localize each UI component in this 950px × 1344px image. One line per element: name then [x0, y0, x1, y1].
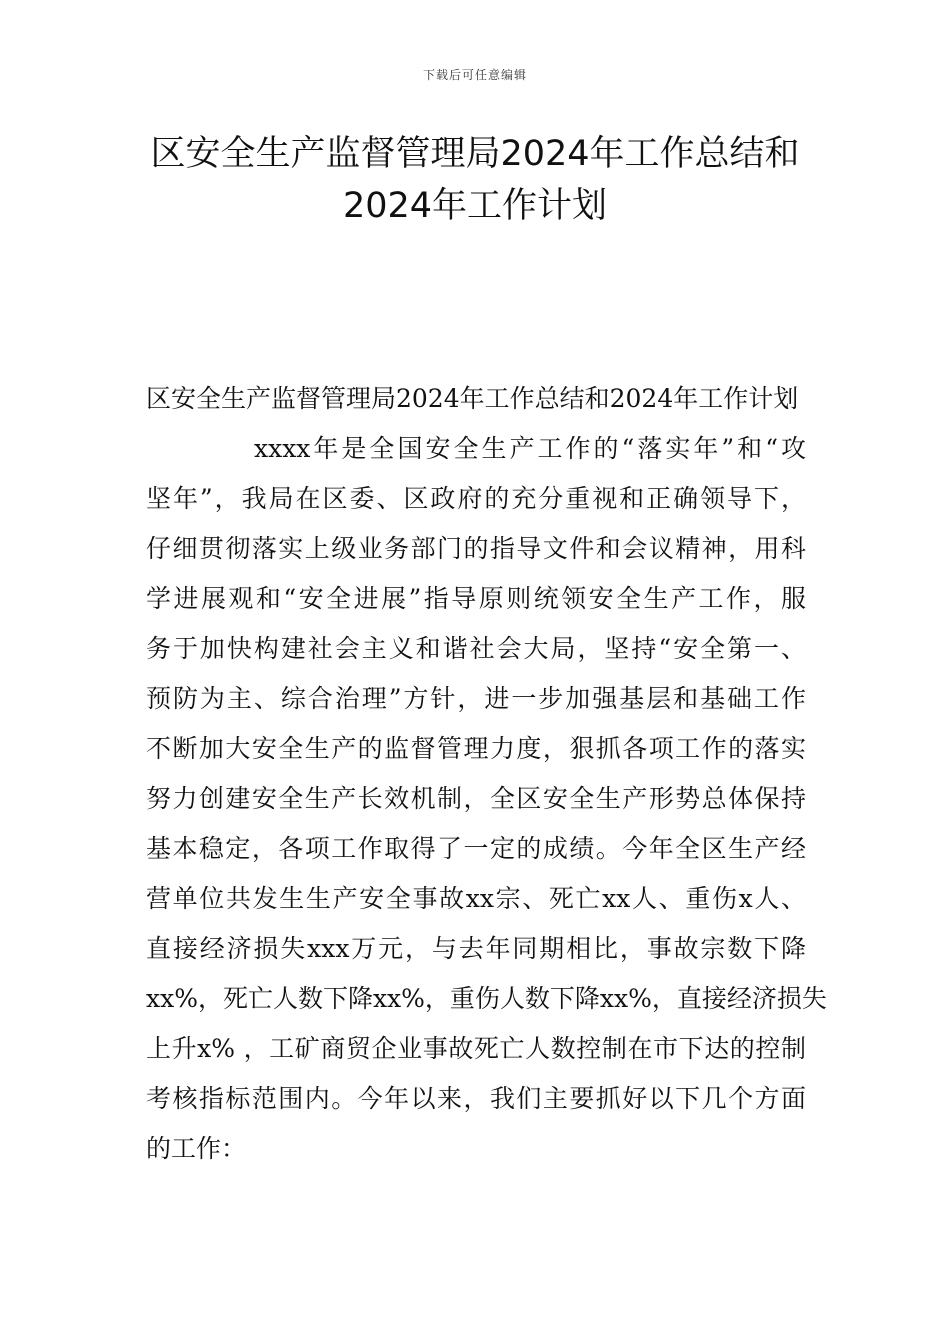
- body-line: xxxx年是全国安全生产工作的“落实年”和“攻: [254, 434, 806, 463]
- title-line-2: 2024年工作计划: [342, 186, 608, 226]
- body-text: [146, 374, 827, 1174]
- body-line: 的工作：: [146, 1134, 247, 1163]
- document-title: [90, 128, 860, 232]
- body-line: 直接经济损失xxx万元，与去年同期相比，事故宗数下降: [146, 934, 806, 963]
- body-line: 营单位共发生生产安全事故xx宗、死亡xx人、重伤x人、: [146, 884, 806, 913]
- title-line-1: 区安全生产监督管理局2024年工作总结和: [150, 134, 800, 174]
- body-line: 务于加快构建社会主义和谐社会大局，坚持“安全第一、: [146, 634, 806, 663]
- body-line: 不断加大安全生产的监督管理力度，狠抓各项工作的落实: [146, 734, 806, 763]
- body-line: 上升x% ，工矿商贸企业事故死亡人数控制在市下达的控制: [146, 1034, 806, 1063]
- body-line: 坚年”，我局在区委、区政府的充分重视和正确领导下，: [146, 484, 806, 513]
- body-heading-line: 区安全生产监督管理局2024年工作总结和2024年工作计划: [146, 384, 799, 413]
- header-note: 下载后可任意编辑: [422, 68, 527, 82]
- body-line: 努力创建安全生产长效机制，全区安全生产形势总体保持: [146, 784, 806, 813]
- body-line: 预防为主、综合治理”方针，进一步加强基层和基础工作: [146, 684, 806, 713]
- body-line: 考核指标范围内。今年以来，我们主要抓好以下几个方面: [146, 1084, 806, 1113]
- body-line: 基本稳定，各项工作取得了一定的成绩。今年全区生产经: [146, 834, 806, 863]
- body-line: 仔细贯彻落实上级业务部门的指导文件和会议精神，用科: [146, 534, 806, 563]
- body-line: 学进展观和“安全进展”指导原则统领安全生产工作，服: [146, 584, 806, 613]
- body-line: xx%，死亡人数下降xx%，重伤人数下降xx%，直接经济损失: [146, 984, 827, 1013]
